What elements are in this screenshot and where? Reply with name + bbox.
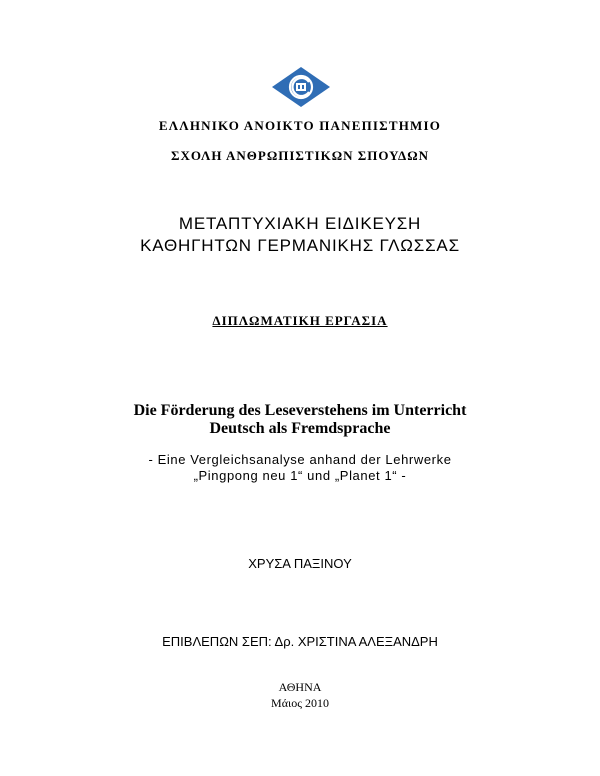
university-name: ΕΛΛΗΝΙΚΟ ΑΝΟΙΚΤΟ ΠΑΝΕΠΙΣΤΗΜΙΟ: [158, 118, 442, 133]
thesis-title-line-2: Deutsch als Fremdsprache: [209, 420, 391, 437]
supervisor-line: ΕΠΙΒΛΕΠΩΝ ΣΕΠ: Δρ. ΧΡΙΣΤΙΝΑ ΑΛΕΞΑΝΔΡΗ: [162, 634, 438, 649]
program-line-2: ΚΑΘΗΓΗΤΩΝ ΓΕΡΜΑΝΙΚΗΣ ΓΛΩΣΣΑΣ: [140, 236, 460, 255]
document-type-heading: ΔΙΠΛΩΜΑΤΙΚΗ ΕΡΓΑΣΙΑ: [212, 313, 388, 328]
thesis-subtitle-line-1: - Eine Vergleichsanalyse anhand der Lehrwerke: [148, 452, 452, 467]
city: ΑΘΗΝΑ: [278, 680, 322, 694]
thesis-subtitle-line-2: „Pingpong neu 1“ und „Planet 1“ -: [193, 468, 407, 483]
program-line-1: ΜΕΤΑΠΤΥΧΙΑΚΗ ΕΙΔΙΚΕΥΣΗ: [178, 214, 422, 233]
date: Μάιος 2010: [271, 696, 329, 710]
school-name: ΣΧΟΛΗ ΑΝΘΡΩΠΙΣΤΙΚΩΝ ΣΠΟΥΔΩΝ: [170, 148, 430, 163]
author-name: ΧΡΥΣΑ ΠΑΞΙΝΟΥ: [248, 556, 352, 571]
thesis-title-line-1: Die Förderung des Leseverstehens im Unterricht: [133, 402, 467, 419]
university-seal-icon: [271, 66, 331, 108]
